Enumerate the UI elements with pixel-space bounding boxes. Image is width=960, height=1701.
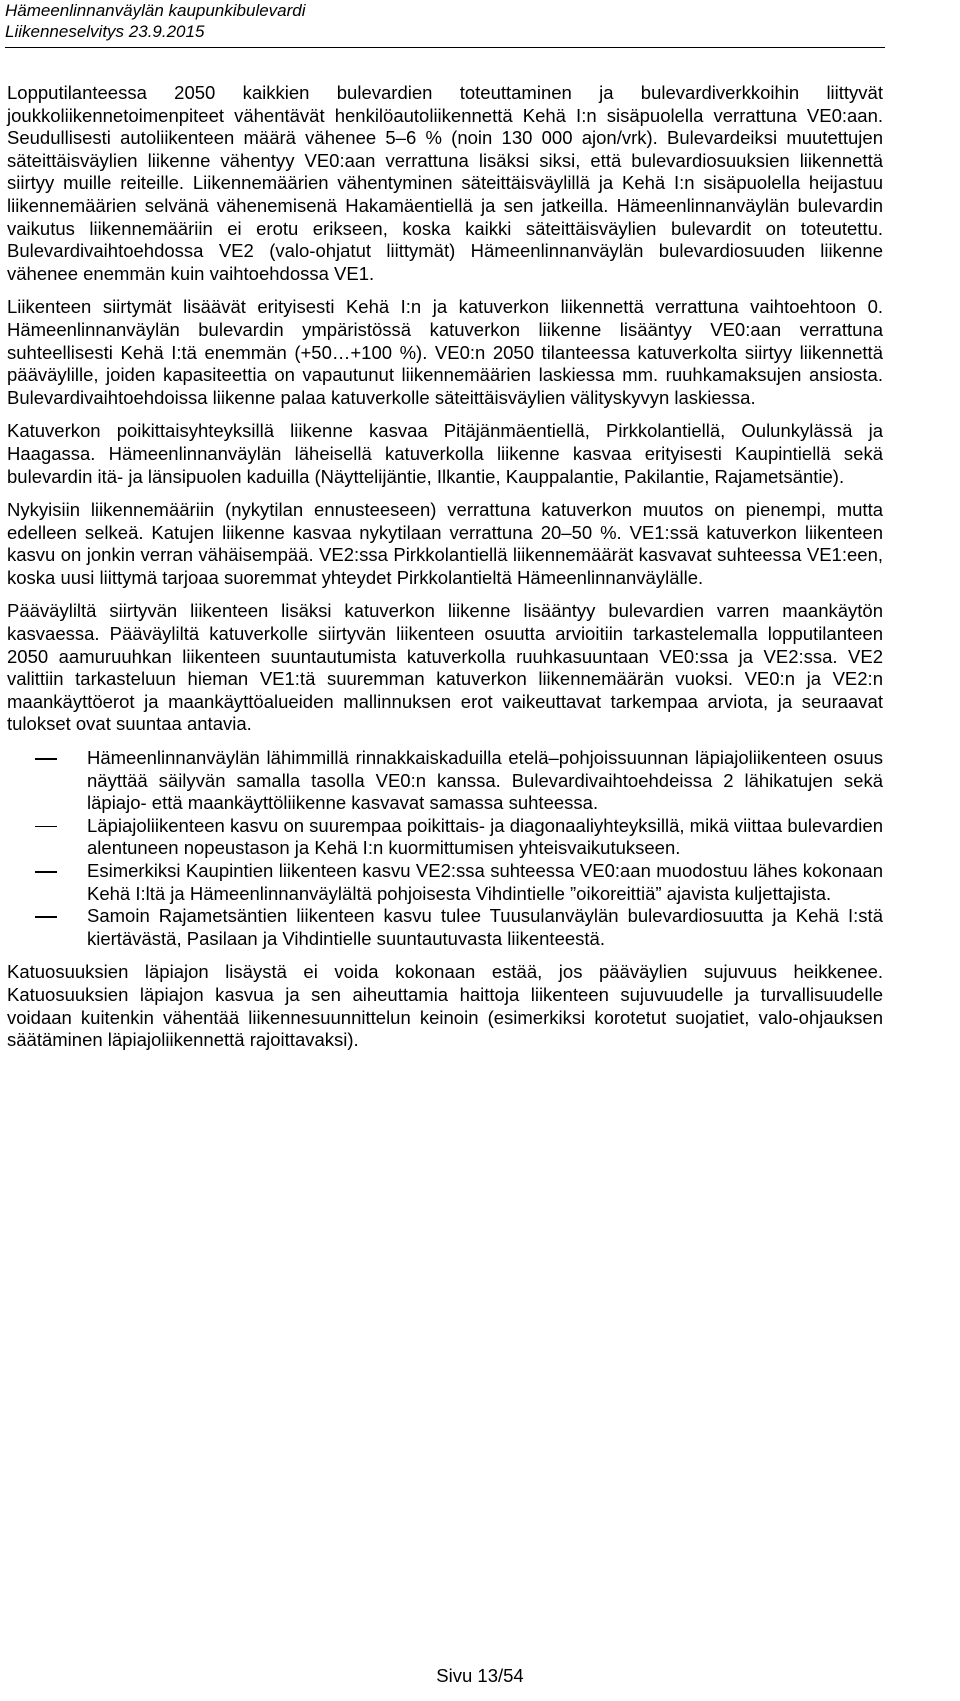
document-body: [7, 82, 883, 1063]
list-item: [7, 815, 883, 860]
list-item: [7, 747, 883, 815]
dash-bullet-icon: [35, 871, 57, 873]
list-item-text: Esimerkiksi Kaupintien liikenteen kasvu VE2:ssa suhteessa VE0:aan muodostuu lähes kokonaan Kehä I:ltä ja Hämeenlinnanväylältä pohjoisesta Vihdintielle ”oikoreittiä” ajavista kuljettajista.: [87, 860, 883, 904]
list-item-text: Läpiajoliikenteen kasvu on suurempaa poikittais- ja diagonaaliyhteyksillä, mikä viittaa bulevardien alentuneen nopeustason ja Kehä I:n kuormittumisen yhteisvaikutukseen.: [87, 814, 883, 859]
list-item: [7, 905, 883, 950]
closing-paragraph: Katuosuuksien läpiajon lisäystä ei voida kokonaan estää, jos pääväylien sujuvuus heikkenee. Katuosuuksien läpiajon kasvua ja sen aiheuttamia haittoja liikenteen sujuvuudelle ja turvallisuudelle voidaan kuitenkin vähentää liikennesuunnittelun keinoin (esimerkiksi korotetut suojatiet, valo-ohjauksen säätäminen läpiajoliikennettä rajoittavaksi).: [7, 961, 883, 1051]
paragraph: Pääväyliltä siirtyvän liikenteen lisäksi katuverkon liikenne lisääntyy bulevardien varren maankäytön kasvaessa. Pääväyliltä katuverkolle siirtyvän liikenteen osuutta arvioitiin tarkastelemalla lopputilanteen 2050 aamuruuhkan liikenteen suuntautumista katuverkolla ruuhkasuuntaan VE0:ssa ja VE2:ssa. VE2 valittiin tarkasteluun hieman VE1:tä suuremman katuverkon liikennemäärän vuoksi. VE0:n ja VE2:n maankäyttöerot ja maankäyttöalueiden mallinnuksen erot vaikeuttavat tarkempaa arviota, ja seuraavat tulokset ovat suuntaa antavia.: [7, 600, 883, 735]
paragraph: Liikenteen siirtymät lisäävät erityisesti Kehä I:n ja katuverkon liikennettä verrattuna vaihtoehtoon 0. Hämeenlinnanväylän bulevardin ympäristössä katuverkon liikenne lisääntyy VE0:aan verrattuna suhteellisesti Kehä I:tä enemmän (+50…+100 %). VE0:n 2050 tilanteessa katuverkolta siirtyy liikennettä pääväylille, joiden kapasiteettia on vapautunut liikennemäärien laskiessa mm. ruuhkamaksujen ansiosta. Bulevardivaihtoehdoissa liikenne palaa katuverkolle säteittäisväylien välityskyvyn laskiessa.: [7, 296, 883, 408]
list-item-text: Samoin Rajametsäntien liikenteen kasvu tulee Tuusulanväylän bulevardiosuutta ja Kehä I:stä kiertävästä, Pasilaan ja Vihdintielle suuntautuvasta liikenteestä.: [87, 905, 883, 949]
document-subtitle: Liikenneselvitys 23.9.2015: [5, 22, 205, 41]
bullet-list: [7, 747, 883, 950]
list-item: [7, 860, 883, 905]
header-divider: [5, 47, 885, 48]
page-header: [5, 0, 905, 42]
page-number: Sivu 13/54: [436, 1665, 524, 1686]
document-title: Hämeenlinnanväylän kaupunkibulevardi: [5, 1, 306, 20]
dash-bullet-icon: [35, 826, 57, 828]
paragraph: Lopputilanteessa 2050 kaikkien bulevardien toteuttaminen ja bulevardiverkkoihin liittyvät joukkoliikennetoimenpiteet vähentävät henkilöautoliikennettä Kehä I:n sisäpuolella verrattuna VE0:aan. Seudullisesti autoliikenteen määrä vähenee 5–6 % (noin 130 000 ajon/vrk). Bulevardeiksi muutettujen säteittäisväylien liikenne vähentyy VE0:aan verrattuna lisäksi siksi, että bulevardiosuuksien liikennettä siirtyy muille reiteille. Liikennemäärien vähentyminen säteittäisväylillä ja Kehä I:n sisäpuolella heijastuu liikennemäärien selvänä vähenemisenä Hakamäentiellä ja sen jatkeilla. Hämeenlinnanväylän bulevardin vaikutus liikennemääriin ei erotu erikseen, koska kaikki säteittäisväylien bulevardit on toteutettu. Bulevardivaihtoehdossa VE2 (valo-ohjatut liittymät) Hämeenlinnanväylän bulevardiosuuden liikenne vähenee enemmän kuin vaihtoehdossa VE1.: [7, 82, 883, 284]
paragraph: Katuverkon poikittaisyhteyksillä liikenne kasvaa Pitäjänmäentiellä, Pirkkolantiellä, Oulunkylässä ja Haagassa. Hämeenlinnanväylän läheisellä katuverkolla liikenne kasvaa erityisesti Kaupintiellä sekä bulevardin itä- ja länsipuolen kaduilla (Näyttelijäntie, Ilkantie, Kauppalantie, Pakilantie, Rajametsäntie).: [7, 420, 883, 487]
dash-bullet-icon: [35, 916, 57, 918]
list-item-text: Hämeenlinnanväylän lähimmillä rinnakkaiskaduilla etelä–pohjoissuunnan läpiajoliikenteen osuus näyttää säilyvän samalla tasolla VE0:n kanssa. Bulevardivaihtoehdeissa 2 lähikatujen sekä läpiajo- että maankäyttöliikenne kasvavat samassa suhteessa.: [87, 747, 883, 814]
dash-bullet-icon: [35, 758, 57, 760]
paragraph: Nykyisiin liikennemääriin (nykytilan ennusteeseen) verrattuna katuverkon muutos on pienempi, mutta edelleen selkeä. Katujen liikenne kasvaa nykytilaan verrattuna 20–50 %. VE1:ssä katuverkon liikenteen kasvu on jonkin verran vähäisempää. VE2:ssa Pirkkolantiellä liikennemäärät kasvavat suhteessa VE1:een, koska uusi liittymä tarjoaa suoremmat yhteydet Pirkkolantieltä Hämeenlinnanväylälle.: [7, 499, 883, 588]
